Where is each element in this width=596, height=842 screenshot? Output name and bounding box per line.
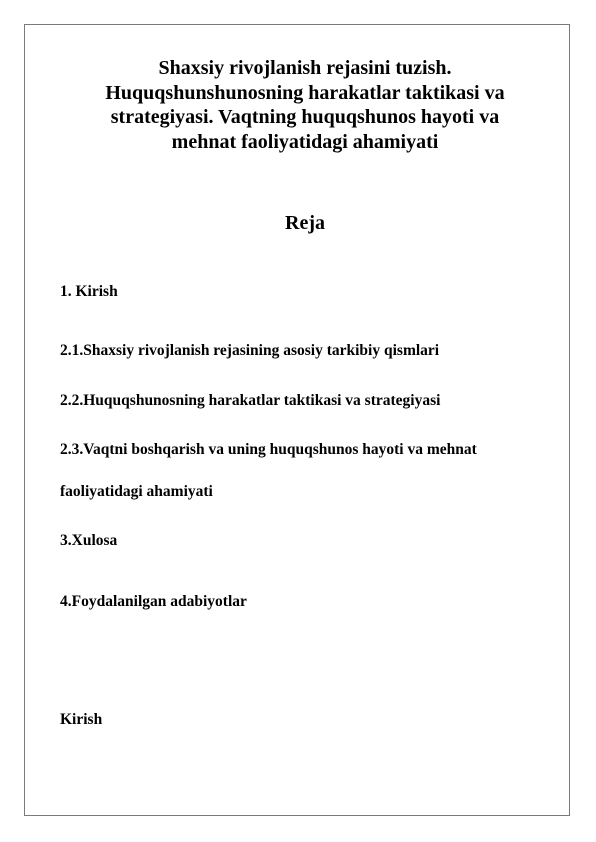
toc-item-conclusion: 3.Xulosa (60, 532, 118, 549)
toc-item-2-2: 2.2.Huquqshunosning harakatlar taktikasi va strategiyasi (60, 392, 441, 409)
title-line: mehnat faoliyatidagi ahamiyati (171, 130, 439, 153)
toc-item-2-3: 2.3.Vaqtni boshqarish va uning huquqshunos hayoti va mehnat (60, 441, 477, 458)
toc-item-references: 4.Foydalanilgan adabiyotlar (60, 593, 247, 610)
toc-item-introduction: 1. Kirish (60, 283, 118, 300)
plan-heading: Reja (285, 212, 325, 234)
title-line: Shaxsiy rivojlanish rejasini tuzish. (158, 57, 452, 79)
title-line: strategiyasi. Vaqtning huquqshunos hayoti va (110, 106, 500, 128)
toc-item-2-1: 2.1.Shaxsiy rivojlanish rejasining asosiy tarkibiy qismlari (60, 342, 440, 359)
toc-item-2-3-continued: faoliyatidagi ahamiyati (60, 483, 213, 500)
section-heading-introduction: Kirish (60, 711, 103, 728)
document-title (60, 56, 550, 154)
title-line: Huquqshunshunosning harakatlar taktikasi va (105, 81, 505, 104)
